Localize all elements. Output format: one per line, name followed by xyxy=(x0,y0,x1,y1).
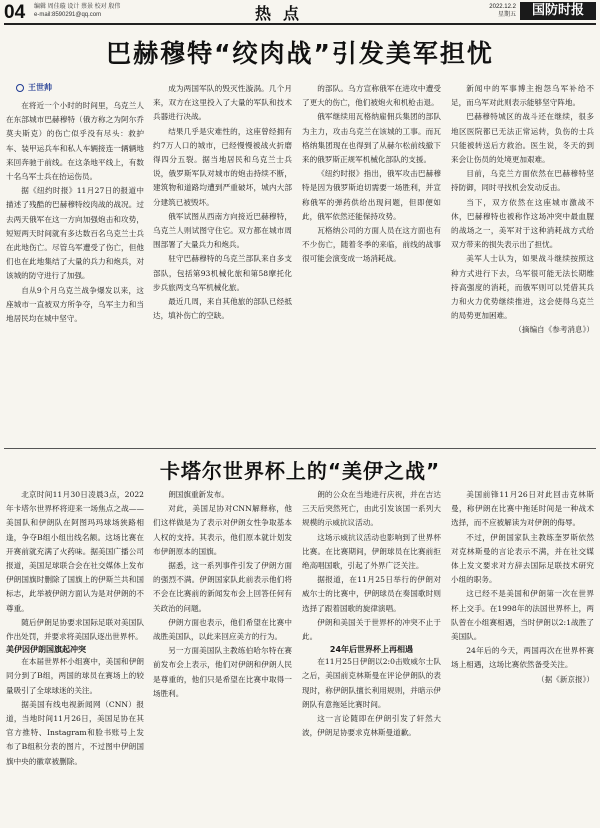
page-number: 04 xyxy=(4,2,26,23)
article1-column-2 xyxy=(153,82,292,444)
a1-c2-p3: 驻守巴赫穆特的乌克兰部队来自多支部队，包括第93机械化旅和第58摩托化步兵旅两支乌军机械化旅。 xyxy=(153,254,292,292)
article1-signature: （摘编自《参考消息》） xyxy=(514,325,594,335)
a1-c4-p3: 当下，双方依然在这座城市激战不休，巴赫穆特也被称作这场冲突中最血腥的战场之一，美军对于这种消耗战方式给双方带来的损失表示出了担忧。 xyxy=(451,197,594,250)
article1-headline: 巴赫穆特“绞肉战”引发美军担忧 xyxy=(106,39,494,68)
article2-column-2 xyxy=(153,488,292,824)
a1-c3-p1: 俄军继续用瓦格纳雇佣兵集团的部队为主力，攻击乌克兰在该城的工事。而瓦格纳集团现在也得到了从赫尔松前线撤下来的俄罗斯正规军机械化部队的支援。 xyxy=(302,112,441,165)
a2-c3-p3: 伊朗和美国关于世界杯的冲突不止于此。 xyxy=(302,617,441,642)
article1-column-4 xyxy=(451,82,594,444)
a2-c4-p1: 不过，伊朗国家队主教练奎罗斯依然对克林斯曼的言论表示不满，并在社交媒体上发文要求对方辞去国际足联技术研究小组的职务。 xyxy=(451,532,594,585)
a2-c4-p0: 美国前锋11月26日对此回击克林斯曼，称伊朗在比赛中拖延时间是一种战术选择，而不应被解读为对伊朗的侮辱。 xyxy=(451,490,594,528)
article1-byline xyxy=(16,82,144,93)
a2-c1b-p1: 据美国有线电视新闻网（CNN）报道，当地时间11月26日，美国足协在其官方推特、Instagram和脸书账号上发布了B组积分表的图片，不过图中伊朗国旗中央的徽章被删除。 xyxy=(6,699,144,766)
article2-column-4 xyxy=(451,488,594,824)
a2-c2-p0: 朗国旗重新发布。 xyxy=(168,490,229,499)
newspaper-logo: 国防时报 xyxy=(520,2,596,20)
issue-date-block xyxy=(470,3,516,19)
header-rule xyxy=(4,23,596,25)
article1-column-3 xyxy=(302,82,441,444)
article1-column-1 xyxy=(6,76,144,444)
a1-c1-p1: 据《纽约时报》11月27日的报道中描述了残酷的巴赫穆特绞肉战的战况。过去两天俄军在这一方向加强炮击和攻势，短短两天时间就有多达数百名乌克兰士兵在此地伤亡。尽管乌军遭受了伤亡，但他们也在此地集结了大量的兵力和炮兵，对该城的防守进行了加强。 xyxy=(6,186,144,281)
a1-c2-p1: 结果几乎是灾难性的，这座曾经拥有约7万人口的城市，已经慢慢被战火折磨得四分五裂。据当地居民和乌克兰士兵说，俄罗斯军队对城市的炮击持续不断，建筑物和道路均遭到严重破坏，城内大部分建筑已被毁坏。 xyxy=(153,126,292,207)
editor-email: e-mail:8590291@qq.com xyxy=(34,12,102,18)
a1-c4-p4: 美军人士认为，如果战斗继续按照这种方式进行下去，乌军很可能无法长期维持高强度的消耗，而俄军则可以凭借其兵力和火力优势继续推进，这会使得乌克兰的局势更加困难。 xyxy=(451,254,594,321)
byline-circle-icon xyxy=(16,84,24,92)
a2-c2-p1: 对此，美国足协对CNN解释称，他们这样做是为了表示对伊朗女性争取基本人权的支持。其表示，他们原本就计划发布伊朗原本的国旗。 xyxy=(153,504,292,556)
editor-names: 编辑 周佳璇 设计 蔡景 校对 殷伟 xyxy=(34,4,121,10)
a1-c3-p2: 《纽约时报》指出，俄军攻击巴赫穆特是因为俄罗斯迫切需要一场胜利，并宣称俄军的弹药供给出现问题，但即便如此，俄军依然还能保持攻势。 xyxy=(302,169,441,221)
a2-c4-p2: 这已经不是美国和伊朗第一次在世界杯上交手。在1998年的法国世界杯上，两队曾在小组赛相遇，当时伊朗以2:1战胜了美国队。 xyxy=(451,589,594,642)
a2-c3-p2: 据报道，在11月25日举行的伊朗对威尔士的比赛中，伊朗球员在奏国歌时则选择了跟着国歌的旋律演唱。 xyxy=(302,575,441,613)
editor-info xyxy=(34,3,120,19)
a2-c1-p0: 北京时间11月30日凌晨3点，2022年卡塔尔世界杯将迎来一场焦点之战——美国队和伊朗队在阿图玛玛球场狭路相逢，争夺B组小组出线名额。这场比赛在开赛前就充满了火药味。据美国广播公司报道，美国足球联合会在社交媒体上发布伊朗国旗时删除了国旗上的伊斯兰共和国标志，此举被伊朗方面认为是对伊朗的不尊重。 xyxy=(6,490,144,613)
a2-c3b-p1: 这一言论随即在伊朗引发了轩然大波，伊朗足协要求克林斯曼道歉。 xyxy=(302,714,441,738)
article2-headline: 卡塔尔世界杯上的“美伊之战” xyxy=(159,459,441,483)
a2-c2-p3: 伊朗方面也表示，他们希望在比赛中战胜美国队，以此来回应美方的行为。 xyxy=(153,617,292,642)
a2-c3b-p0: 在11月25日伊朗以2:0击败威尔士队之后，美国前克林斯曼在评论伊朗队的表现时，称伊朗队擅长利用规则，并暗示伊朗队有意拖延比赛时间。 xyxy=(302,657,441,709)
article2-subhead-2: 24年后世界杯上再相遇 xyxy=(329,645,414,655)
article2-column-3 xyxy=(302,488,441,824)
a2-c1-p1: 随后伊朗足协要求国际足联对美国队作出处罚，并要求将美国队逐出世界杯。 xyxy=(6,617,144,642)
section-name: 热点 xyxy=(255,4,312,23)
issue-weekday: 星期五 xyxy=(497,12,516,18)
issue-date: 2022.12.2 xyxy=(489,4,516,10)
a1-c2-p0: 成为两国军队的毁灭性漩涡。几个月来，双方在这里投入了大量的军队和技术兵器进行决战。 xyxy=(153,84,292,122)
page-header xyxy=(0,0,600,24)
a1-c3-p0: 的部队。乌方宣称俄军在进攻中遭受了更大的伤亡，他们被炮火和机枪击退。 xyxy=(302,84,441,108)
article2-subhead-1: 美伊因伊朗国旗起冲突 xyxy=(6,645,86,655)
a2-c1b-p0: 在本届世界杯小组赛中，美国和伊朗同分到了B组，两国的球员在赛场上的较量吸引了全球球迷的关注。 xyxy=(6,657,144,695)
a2-c2-p4: 另一方面美国队主教练伯哈尔特在赛前发布会上表示，他们对伊朗和伊朗人民是尊重的，他们只是希望在比赛中取得一场胜利。 xyxy=(153,646,292,698)
a1-c4-p0: 新闻中的军事博主抱怨乌军补给不足，而乌军对此则表示能够坚守阵地。 xyxy=(451,84,594,108)
a1-c1-p0: 在将近一个小时的时间里，乌克兰人在东部城市巴赫穆特（俄方称之为阿尔乔莫夫斯克）的伤亡似乎没有尽头：救护车、装甲运兵车和私人车辆接连一辆辆地来回奔驰于前线。在这条地平线上，有数十名乌军士兵在抬运伤员。 xyxy=(6,101,144,182)
byline-author: 王世帅 xyxy=(28,83,52,92)
a2-c4-p3: 24年后的今天，两国再次在世界杯赛场上相遇，这场比赛依然备受关注。 xyxy=(451,646,594,670)
a2-c3-p0: 朗的公众在当地进行庆祝，并在吉达三天后突然死亡，由此引发该国一系列大规模的示威抗议活动。 xyxy=(302,490,441,528)
article-divider xyxy=(4,448,596,449)
a1-c4-p1: 巴赫穆特城区的战斗还在继续，很多地区医院都已无法正常运转，负伤的士兵只能被转送后方救治。医生说，冬天的到来会让伤员的处境更加艰难。 xyxy=(451,112,594,165)
a1-c3-p3: 瓦格纳公司的方面人员在这方面也有不少伤亡，随着冬季的来临，前线的战事很可能会演变成一场消耗战。 xyxy=(302,226,441,264)
article2-signature: （据《新京报》） xyxy=(537,674,594,684)
a2-c2-p2: 据悉，这一系列事件引发了伊朗方面的强烈不满。伊朗国家队此前表示他们将不会在比赛前的新闻发布会上回答任何有关政治的问题。 xyxy=(153,561,292,613)
a1-c4-p2: 目前，乌克兰方面依然在巴赫穆特坚持防御，同时寻找机会发动反击。 xyxy=(451,169,594,193)
a1-c2-p4: 最近几周，来自其他旅的部队已经抵达，填补伤亡的空缺。 xyxy=(153,297,292,321)
article2-column-1 xyxy=(6,488,144,824)
a1-c1-p2: 自从9个月乌克兰战争爆发以来，这座城市一直被双方所争夺，乌军主力和当地居民均在城中坚守。 xyxy=(6,285,144,324)
a1-c2-p2: 俄军试图从西南方向接近巴赫穆特，乌克兰人则试图守住它。双方都在城市周围部署了大量兵力和炮兵。 xyxy=(153,211,292,250)
a2-c3-p1: 这场示威抗议活动也影响到了世界杯比赛。在比赛期间，伊朗球员在比赛前拒绝高唱国歌，引起了外界广泛关注。 xyxy=(302,532,441,571)
